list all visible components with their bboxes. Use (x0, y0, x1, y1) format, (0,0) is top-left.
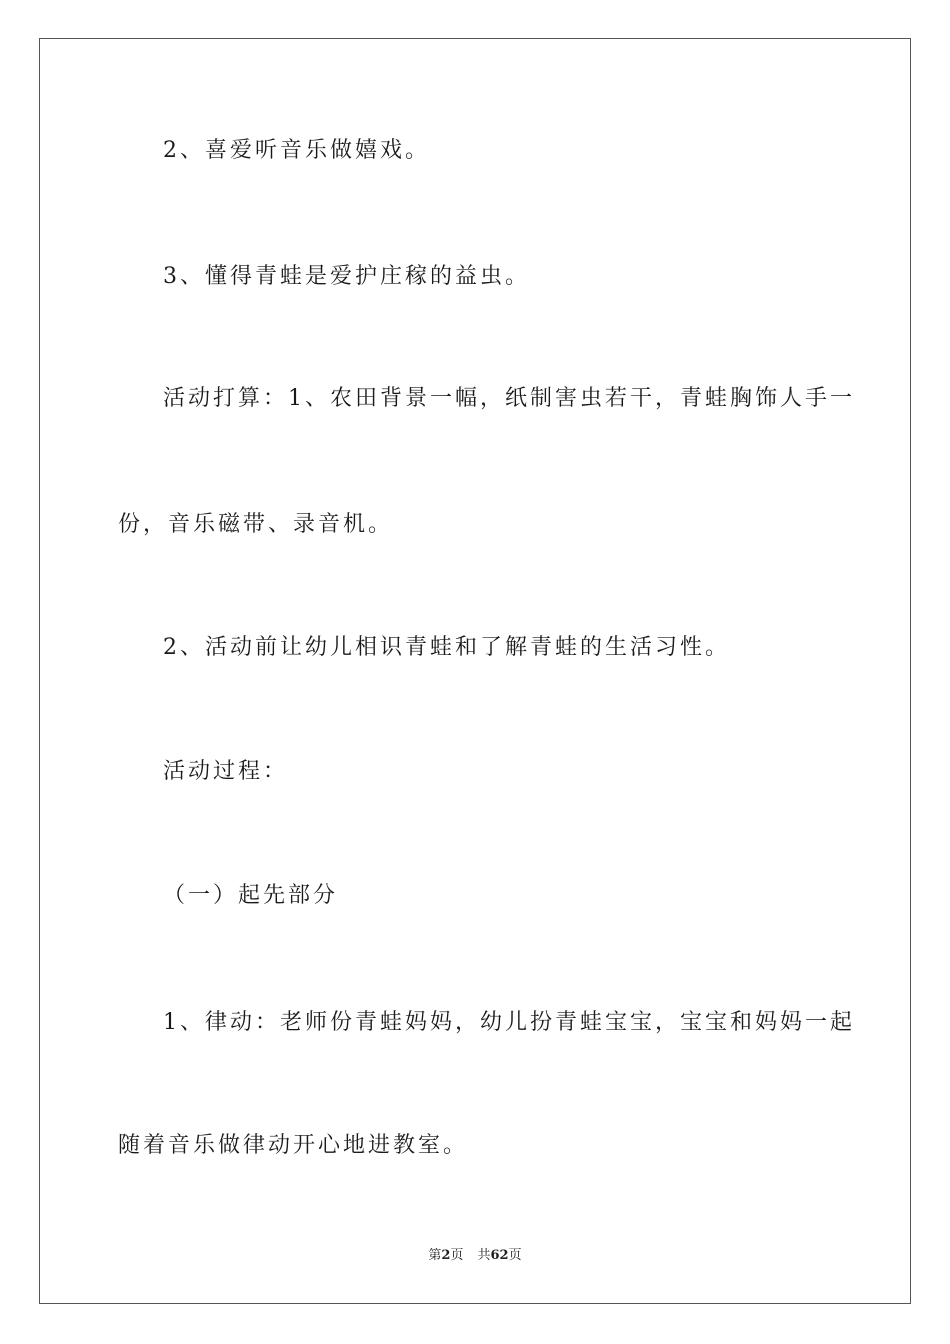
body-line-8: 1、律动：老师份青蛙妈妈，幼儿扮青蛙宝宝，宝宝和妈妈一起 (163, 1010, 855, 1035)
page-footer (0, 1247, 950, 1265)
body-line-4: 份，音乐磁带、录音机。 (118, 512, 394, 537)
footer-total-suffix: 页 (508, 1248, 522, 1263)
footer-page-number: 2 (441, 1248, 451, 1263)
body-line-9: 随着音乐做律动开心地进教室。 (118, 1133, 469, 1158)
footer-total-prefix: 共 (477, 1248, 491, 1263)
body-line-3: 活动打算：1、农田背景一幅，纸制害虫若干，青蛙胸饰人手一 (163, 386, 855, 411)
body-line-5: 2、活动前让幼儿相识青蛙和了解青蛙的生活习性。 (163, 635, 730, 660)
body-line-1: 2、喜爱听音乐做嬉戏。 (163, 138, 430, 163)
section-heading: （一）起先部分 (163, 883, 339, 908)
footer-page-suffix: 页 (450, 1248, 464, 1263)
body-line-6: 活动过程： (163, 759, 289, 784)
footer-page-prefix: 第 (428, 1248, 442, 1263)
page-frame (39, 38, 911, 1304)
body-line-2: 3、懂得青蛙是爱护庄稼的益虫。 (163, 264, 530, 289)
footer-total-pages: 62 (490, 1248, 509, 1263)
